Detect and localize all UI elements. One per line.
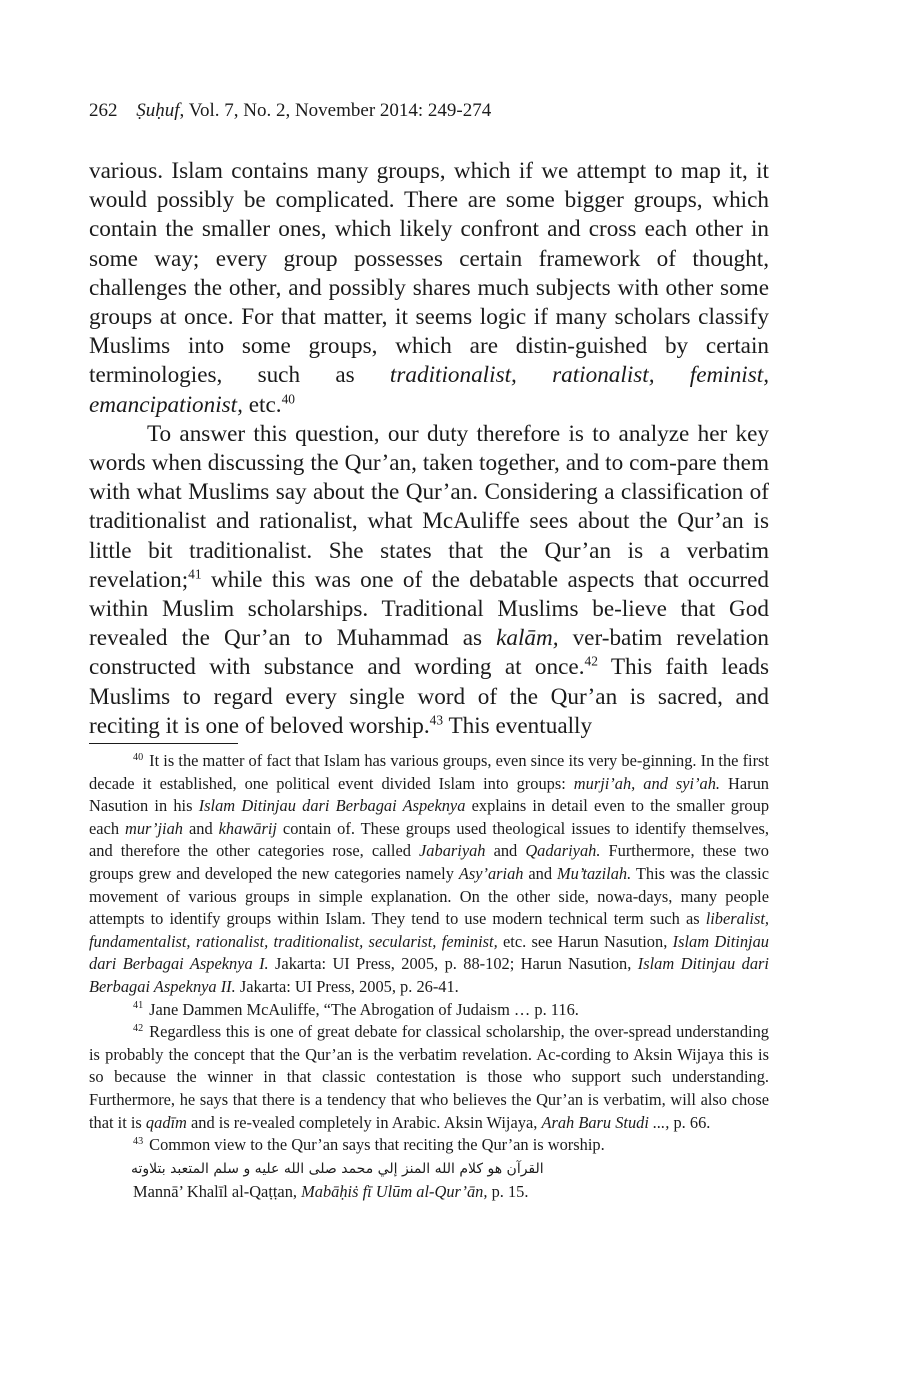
running-header	[89, 99, 769, 123]
footnote-number: 40	[133, 751, 144, 763]
footnote-41: $^{41}$ Jane Dammen McAuliffe, “The Abrogation of Judaism … p. 116.	[133, 999, 579, 1019]
footnote-42: $^{42}$ Regardless this is one of great debate for classical scholarship, the over-spread understanding is probably the concept that the Qur’an is the verbatim revelation. Ac-cording to Aksin Wijaya this is so because the winner in that classic contestation is those who support such understanding. Furthermore, he says that there is a tendency that who believes the Qur’an is verbatim, will also chose that it is qadīm and is re-vealed completely in Arabic. Aksin Wijaya, Arah Baru Studi ..., p. 66.	[89, 1022, 769, 1132]
footnote-number: 43	[133, 1135, 144, 1147]
paragraph-2: To answer this question, our duty therefore is to analyze her key words when discussing the Qur’an, taken together, and to com-pare them with what Muslims say about the Qur’an. Considering a classification of traditionalist and rationalist, what McAuliffe sees about the Qur’an is little bit traditionalist. She states that the Qur’an is a verbatim revelation;$^{41}$ while this was one of the debatable aspects that occurred within Muslim scholarships. Traditional Muslims be-lieve that God revealed the Qur’an to Muhammad as kalām, ver-batim revelation constructed with substance and wording at once.$^{42}$ This faith leads Muslims to regard every single word of the Qur’an is sacred, and reciting it is one of beloved worship.$^{43}$ This eventually	[89, 420, 769, 739]
footnote-ref-42[interactable]: 42	[584, 653, 598, 669]
italic-terms: traditionalist, rationalist, feminist, emancipationist,	[89, 362, 770, 418]
main-body-text	[89, 157, 769, 741]
footnote-divider	[89, 743, 238, 744]
kalam-term: kalām,	[496, 625, 559, 652]
arabic-quote: القرآن هو كلام الله المنز إلي محمد صلى الله عليه و سلم المتعبد بتلاوته	[131, 1160, 544, 1177]
footnote-ref-41[interactable]: 41	[188, 566, 202, 582]
page-number: 262	[89, 100, 118, 121]
footnote-43-citation: Mannā’ Khalīl al-Qaṭṭan, Mabāḥiṡ fī Ulūm al-Qur’ān, p. 15.	[133, 1181, 529, 1201]
footnotes	[89, 750, 769, 1203]
footnote-ref-43[interactable]: 43	[429, 712, 444, 728]
journal-issue: , Vol. 7, No. 2, November 2014: 249-274	[179, 100, 492, 121]
footnote-43: $^{43}$ Common view to the Qur’an says that reciting the Qur’an is worship.	[133, 1135, 605, 1155]
footnote-number: 42	[133, 1022, 144, 1034]
footnote-ref-40[interactable]: 40	[281, 390, 295, 406]
footnote-40: $^{40}$ It is the matter of fact that Islam has various groups, even since its very be-ginning. In the first decade it established, one political event divided Islam into groups: murji’ah, and syi’ah. Harun Nasution in his Islam Ditinjau dari Berbagai Aspeknya explains in detail even to the smaller group each mur’jiah and khawārij contain of. These groups used theological issues to identify themselves, and therefore the other categories rose, called Jabariyah and Qadariyah. Furthermore, these two groups grew and developed the new categories namely Asy’ariah and Mu’tazilah. This was the classic movement of various groups in simple explanation. On the other side, nowa-days, many people attempts to identify groups within Islam. They tend to use modern technical term such as liberalist, fundamentalist, rationalist, traditionalist, secularist, feminist, etc. see Harun Nasution, Islam Ditinjau dari Berbagai Aspeknya I. Jakarta: UI Press, 2005, p. 88-102; Harun Nasution, Islam Ditinjau dari Berbagai Aspeknya II. Jakarta: UI Press, 2005, p. 26-41.	[89, 751, 770, 996]
journal-title: Ṣuḥuf	[136, 100, 180, 121]
footnote-number: 41	[133, 1000, 144, 1012]
paragraph-1: various. Islam contains many groups, which if we attempt to map it, it would possibly be complicated. There are some bigger groups, which contain the smaller ones, which likely confront and cross each other in some way; every group possesses certain framework of thought, challenges the other, and possibly shares much subjects with other some groups at once. For that matter, it seems logic if many scholars classify Muslims into some groups, which are distin-guished by certain terminologies, such as traditionalist, rationalist, feminist, emancipationist, etc.$^{40}$	[89, 158, 770, 418]
